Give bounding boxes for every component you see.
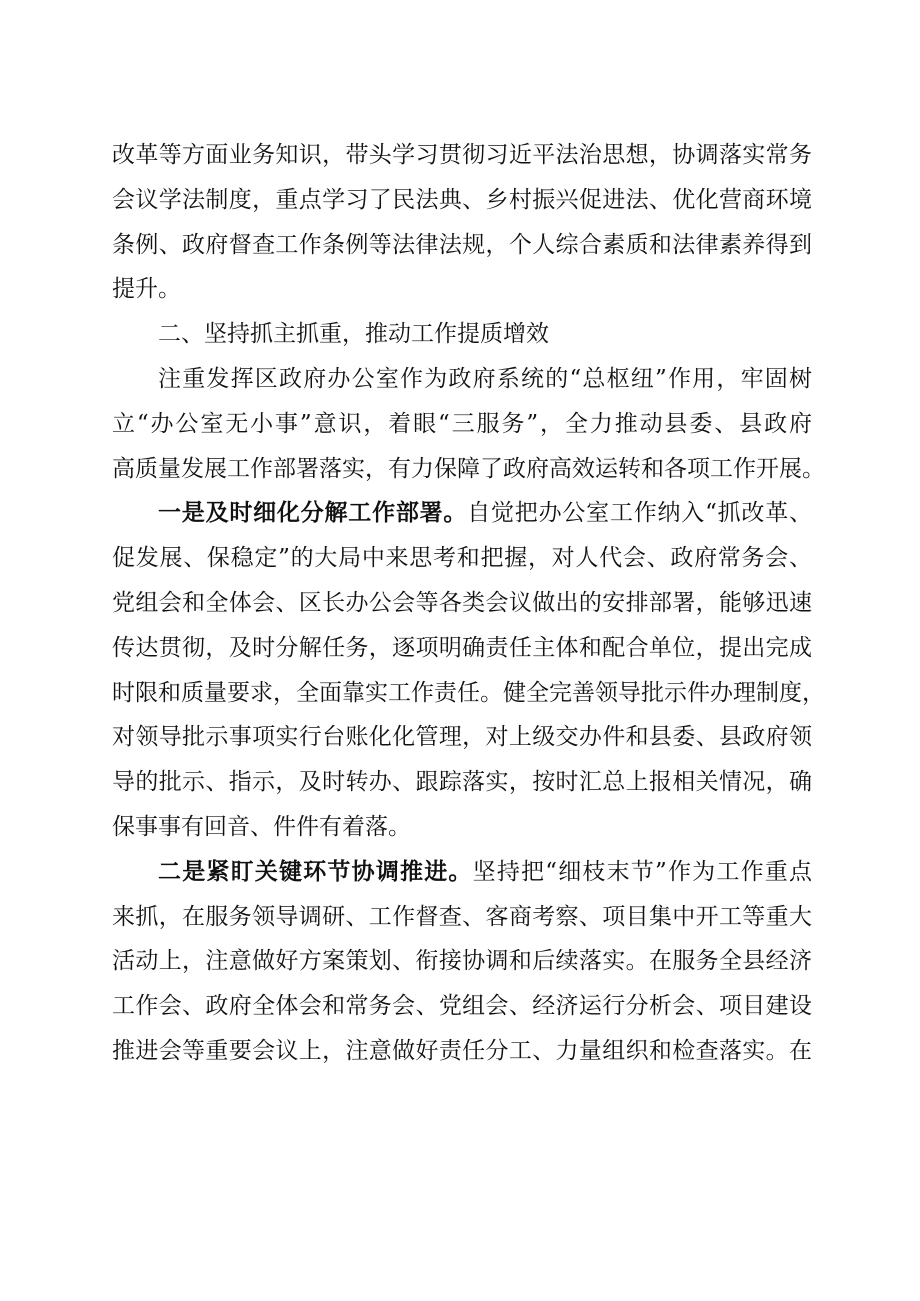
- text-line: 会议学法制度，重点学习了民法典、乡村振兴促进法、优化营商环境: [112, 186, 812, 213]
- paragraph-point-one: [112, 491, 825, 849]
- text-line: 注重发挥区政府办公室作为政府系统的“总枢纽”作用，牢固树: [158, 365, 812, 392]
- text-line: 推进会等重要会议上，注意做好责任分工、力量组织和检查落实。在: [112, 1037, 812, 1064]
- text-line: 传达贯彻，及时分解任务，逐项明确责任主体和配合单位，提出完成: [112, 634, 812, 661]
- paragraph-intro: [112, 357, 825, 491]
- text-line: [112, 491, 812, 536]
- text-line: 改革等方面业务知识，带头学习贯彻习近平法治思想，协调落实常务: [112, 142, 812, 168]
- text-line: 条例、政府督查工作条例等法律法规，个人综合素质和法律素养得到: [112, 231, 812, 258]
- text-line: 导的批示、指示，及时转办、跟踪落实，按时汇总上报相关情况，确: [112, 769, 812, 796]
- text-line: 保事事有回音、件件有着落。: [112, 813, 411, 840]
- text-line: 党组会和全体会、区长办公会等各类会议做出的安排部署，能够迅速: [112, 589, 812, 616]
- document-body: [112, 133, 825, 1074]
- paragraph-continued: [112, 133, 812, 312]
- text-line: 立“办公室无小事”意识，着眼“三服务”，全力推动县委、县政府: [112, 410, 812, 437]
- section-heading: [112, 312, 812, 357]
- text-line: 来抓，在服务领导调研、工作督查、客商考察、项目集中开工等重大: [112, 903, 812, 930]
- line-text: 自觉把办公室工作纳入“抓改革、: [467, 500, 813, 527]
- paragraph-point-two: [112, 850, 812, 1074]
- heading-line: 二、坚持抓主抓重，推动工作提质增效: [158, 321, 549, 348]
- text-line: 对领导批示事项实行台账化化管理，对上级交办件和县委、县政府领: [112, 724, 812, 751]
- bold-lead: 二是紧盯关键环节协调推进。: [158, 857, 473, 885]
- text-line: 工作会、政府全体会和常务会、党组会、经济运行分析会、项目建设: [112, 993, 812, 1020]
- text-line: 活动上，注意做好方案策划、衔接协调和后续落实。在服务全县经济: [112, 948, 812, 975]
- bold-lead: 一是及时细化分解工作部署。: [158, 499, 468, 527]
- line-text: 坚持把“细枝末节”作为工作重点: [472, 858, 812, 885]
- text-line: 提升。: [112, 276, 181, 303]
- text-line: [112, 850, 812, 895]
- text-line: 时限和质量要求，全面靠实工作责任。健全完善领导批示件办理制度，: [112, 679, 825, 706]
- text-line: 高质量发展工作部署落实，有力保障了政府高效运转和各项工作开展。: [112, 455, 825, 482]
- text-line: 促发展、保稳定”的大局中来思考和把握，对人代会、政府常务会、: [112, 545, 812, 572]
